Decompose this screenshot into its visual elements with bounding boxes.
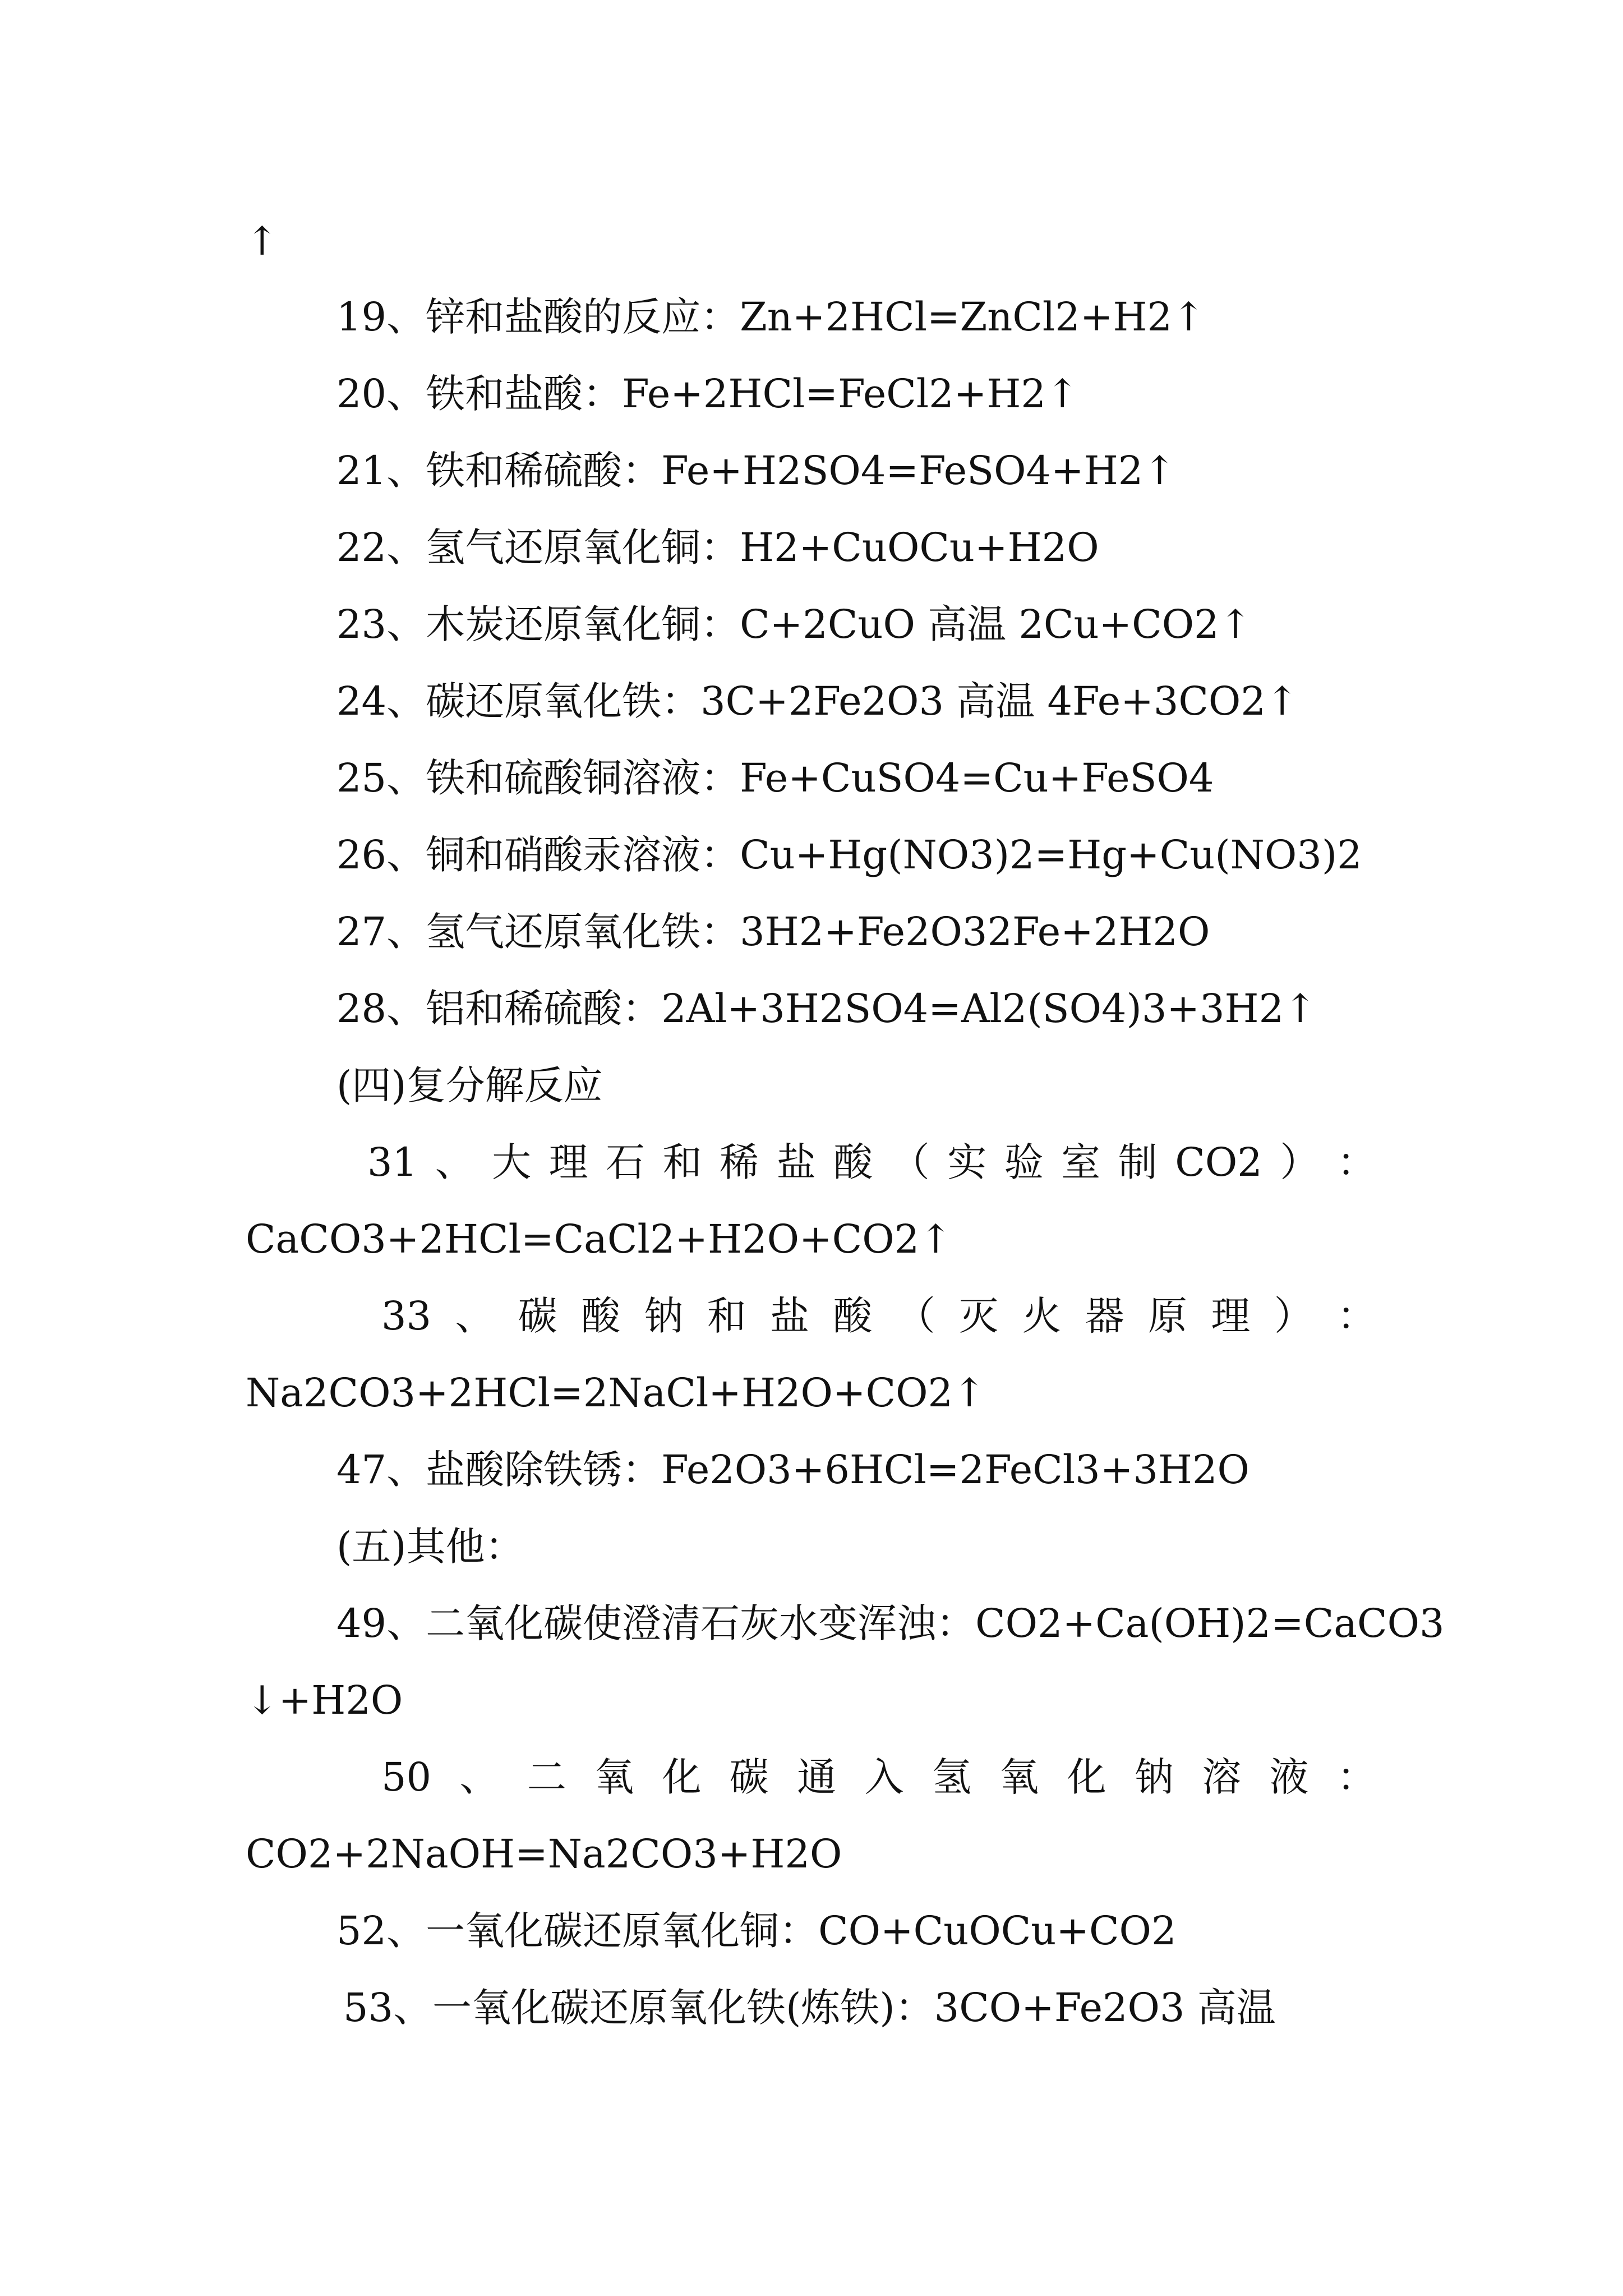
justified-token: 氧 [594,1754,634,1800]
justified-token: 溶 [1202,1754,1242,1800]
equation-33-formula: Na2CO3+2HCl=2NaCl+H2O+CO2↑ [246,1370,986,1416]
equation-27: 27、氢气还原氧化铁：3H2+Fe2O32Fe+2H2O [336,909,1210,955]
equation-47: 47、盐酸除铁锈：Fe2O3+6HCl=2FeCl3+3H2O [336,1447,1249,1493]
justified-token: 器 [1085,1293,1124,1339]
justified-token: 稀 [720,1139,759,1185]
justified-token: 石 [606,1139,645,1185]
justified-token: 盐 [770,1293,810,1339]
section-heading-5: (五)其他： [336,1524,524,1570]
justified-token: ： [1336,1754,1376,1800]
equation-49-line1: 49、二氧化碳使澄清石灰水变浑浊：CO2+Ca(OH)2=CaCO3 [336,1600,1445,1646]
equation-50-heading [381,1749,1376,1805]
equation-33-heading [381,1288,1376,1344]
justified-token: 酸 [581,1293,621,1339]
justified-token: 制 [1118,1139,1158,1185]
justified-token: 、 [435,1139,474,1185]
equation-31-formula: CaCO3+2HCl=CaCl2+H2O+CO2↑ [246,1216,952,1262]
justified-token: 碳 [518,1293,557,1339]
justified-token: 室 [1061,1139,1101,1185]
justified-token: 氧 [999,1754,1039,1800]
justified-token: 入 [864,1754,904,1800]
justified-token: CO2 [1175,1139,1262,1185]
equation-49-line2: ↓+H2O [246,1677,403,1723]
equation-24: 24、碳还原氧化铁：3C+2Fe2O3 高温 4Fe+3CO2↑ [336,678,1299,724]
justified-token: 大 [492,1139,532,1185]
justified-token: 和 [662,1139,702,1185]
justified-token: ： [1336,1139,1376,1185]
equation-31-heading [367,1134,1376,1190]
justified-token: 酸 [833,1139,873,1185]
continuation-arrow: ↑ [246,218,279,264]
justified-token: 液 [1269,1754,1309,1800]
equation-20: 20、铁和盐酸：Fe+2HCl=FeCl2+H2↑ [336,371,1079,417]
equation-22: 22、氢气还原氧化铜：H2+CuOCu+H2O [336,524,1099,570]
justified-token: （ [890,1139,930,1185]
justified-token: 实 [947,1139,987,1185]
equation-52: 52、一氧化碳还原氧化铜：CO+CuOCu+CO2 [336,1908,1177,1954]
justified-token: 通 [797,1754,837,1800]
justified-token: 灭 [959,1293,999,1339]
equation-50-formula: CO2+2NaOH=Na2CO3+H2O [246,1831,842,1877]
justified-token: 理 [548,1139,588,1185]
justified-token: 碳 [729,1754,769,1800]
justified-token: 验 [1004,1139,1044,1185]
justified-token: 31 [367,1139,418,1185]
justified-token: 理 [1211,1293,1251,1339]
justified-token: 钠 [644,1293,684,1339]
justified-token: ） [1280,1139,1320,1185]
justified-token: 、 [459,1754,499,1800]
equation-25: 25、铁和硫酸铜溶液：Fe+CuSO4=Cu+FeSO4 [336,755,1214,801]
justified-token: 原 [1148,1293,1188,1339]
justified-token: 二 [527,1754,566,1800]
equation-21: 21、铁和稀硫酸：Fe+H2SO4=FeSO4+H2↑ [336,448,1176,494]
justified-token: 、 [455,1293,495,1339]
justified-token: ： [1337,1293,1376,1339]
equation-23: 23、木炭还原氧化铜：C+2CuO 高温 2Cu+CO2↑ [336,601,1252,647]
justified-token: 酸 [833,1293,873,1339]
justified-token: 盐 [776,1139,816,1185]
justified-token: （ [896,1293,935,1339]
equation-33-line1 [0,1288,1623,1344]
justified-token: 氢 [932,1754,971,1800]
equation-50-line1 [0,1749,1623,1805]
justified-token: 50 [381,1754,432,1800]
equation-19: 19、锌和盐酸的反应：Zn+2HCl=ZnCl2+H2↑ [336,294,1205,340]
equation-53: 53、一氧化碳还原氧化铁(炼铁)：3CO+Fe2O3 高温 [343,1985,1276,2031]
equation-28: 28、铝和稀硫酸：2Al+3H2SO4=Al2(SO4)3+3H2↑ [336,986,1317,1032]
equation-26: 26、铜和硝酸汞溶液：Cu+Hg(NO3)2=Hg+Cu(NO3)2 [336,832,1362,878]
justified-token: 化 [1067,1754,1106,1800]
justified-token: ） [1274,1293,1313,1339]
justified-token: 和 [707,1293,746,1339]
equation-31-line1 [0,1134,1623,1190]
justified-token: 火 [1022,1293,1062,1339]
justified-token: 钠 [1134,1754,1174,1800]
section-heading-4: (四)复分解反应 [336,1062,603,1108]
justified-token: 33 [381,1293,432,1339]
justified-token: 化 [662,1754,702,1800]
